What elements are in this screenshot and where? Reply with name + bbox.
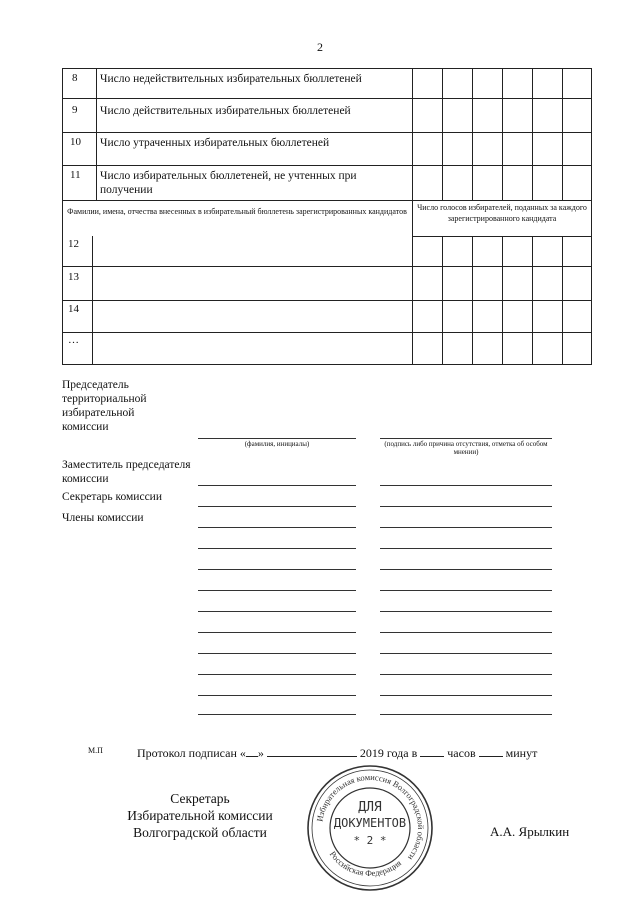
minutes-blank <box>479 744 503 757</box>
month-blank <box>267 744 357 757</box>
candidate-row-number: … <box>68 334 79 346</box>
signature-line <box>380 527 552 528</box>
candidate-row-number: 12 <box>68 238 79 250</box>
signature-line <box>198 527 356 528</box>
signature-line <box>198 506 356 507</box>
signature-line <box>198 611 356 612</box>
table-line <box>62 68 592 69</box>
signature-line <box>380 485 552 486</box>
signature-line <box>380 569 552 570</box>
row-number: 8 <box>72 72 78 84</box>
protocol-table <box>62 68 592 364</box>
stamp-bottom-text: Российская Федерация <box>327 849 404 879</box>
day-blank <box>246 744 258 757</box>
protocol-year: 2019 года в <box>359 746 418 760</box>
candidate-row-number: 14 <box>68 303 79 315</box>
signature-line <box>380 695 552 696</box>
row-label: Число действительных избирательных бюллетеней <box>100 105 351 117</box>
signature-line <box>380 548 552 549</box>
table-line <box>92 236 93 365</box>
table-line <box>472 68 473 200</box>
table-line <box>502 68 503 200</box>
signature-line <box>198 548 356 549</box>
signature-line <box>198 714 356 715</box>
table-line <box>62 364 592 365</box>
name-caption: (фамилия, инициалы) <box>244 440 310 448</box>
signature-line <box>380 590 552 591</box>
table-line <box>442 68 443 200</box>
table-line <box>442 236 443 365</box>
table-line <box>62 266 592 267</box>
table-line <box>62 332 592 333</box>
hours-blank <box>420 744 444 757</box>
row-number: 9 <box>72 104 78 116</box>
protocol-minutes: минут <box>505 746 538 760</box>
table-line <box>472 236 473 365</box>
signature-line <box>380 653 552 654</box>
table-line <box>62 200 592 201</box>
protocol-signed-line <box>137 744 537 761</box>
table-line <box>532 68 533 200</box>
signature-line <box>198 438 356 439</box>
table-line <box>502 236 503 365</box>
candidate-row-number: 13 <box>68 271 79 283</box>
row-number: 11 <box>70 169 81 181</box>
secretary-label: Секретарь комиссии <box>62 491 162 503</box>
signature-line <box>198 653 356 654</box>
sign-caption: (подпись либо причина отсутствия, отметка об особом мнении) <box>384 440 548 456</box>
table-line <box>591 68 592 365</box>
row-label: Число утраченных избирательных бюллетеней <box>100 137 330 149</box>
table-line <box>96 68 97 200</box>
members-label: Члены комиссии <box>62 512 144 524</box>
deputy-label: Заместитель председателя комиссии <box>62 459 191 485</box>
signature-line <box>198 632 356 633</box>
signature-line <box>380 506 552 507</box>
stamp-line3: * 2 * <box>353 834 387 847</box>
table-line <box>62 132 592 133</box>
row-number: 10 <box>70 136 81 148</box>
footer-line: Волгоградской области <box>133 825 267 840</box>
protocol-signed-label: Протокол подписан « <box>137 746 246 760</box>
table-line <box>412 68 413 365</box>
table-line <box>562 236 563 365</box>
table-line <box>62 98 592 99</box>
protocol-quote-close: » <box>257 746 264 760</box>
stamp-line2: ДОКУМЕНТОВ <box>333 816 407 830</box>
signature-line <box>198 485 356 486</box>
signature-line <box>198 674 356 675</box>
signature-line <box>198 695 356 696</box>
secretary-signature-block <box>120 790 280 841</box>
stamp-place-mark: М.П <box>88 746 103 755</box>
row-label: Число недействительных избирательных бюллетеней <box>100 73 362 85</box>
stamp-line1: ДЛЯ <box>358 800 382 815</box>
signature-line <box>380 438 552 439</box>
table-line <box>562 68 563 200</box>
table-line <box>62 165 592 166</box>
candidates-header: Фамилии, имена, отчества внесенных в избирательный бюллетень зарегистрированных кандидатов <box>67 207 407 216</box>
page-number: 2 <box>317 40 323 54</box>
signature-line <box>198 590 356 591</box>
signature-line <box>380 674 552 675</box>
table-line <box>532 236 533 365</box>
footer-line: Секретарь <box>170 791 230 806</box>
secretary-name: А.А. Ярылкин <box>490 824 570 839</box>
chairman-label: Председатель территориальной избирательной комиссии <box>62 379 147 433</box>
row-label: Число избирательных бюллетеней, не учтенных при получении <box>100 170 357 196</box>
footer-line: Избирательной комиссии <box>127 808 273 823</box>
signature-line <box>198 569 356 570</box>
table-line <box>62 300 592 301</box>
signature-line <box>380 611 552 612</box>
signature-line <box>380 632 552 633</box>
stamp-ring-text: Избирательная комиссия Волгоградской области <box>314 771 427 863</box>
votes-header: Число голосов избирателей, поданных за каждого зарегистрированного кандидата <box>417 203 587 223</box>
protocol-hours: часов <box>447 746 476 760</box>
signature-line <box>380 714 552 715</box>
